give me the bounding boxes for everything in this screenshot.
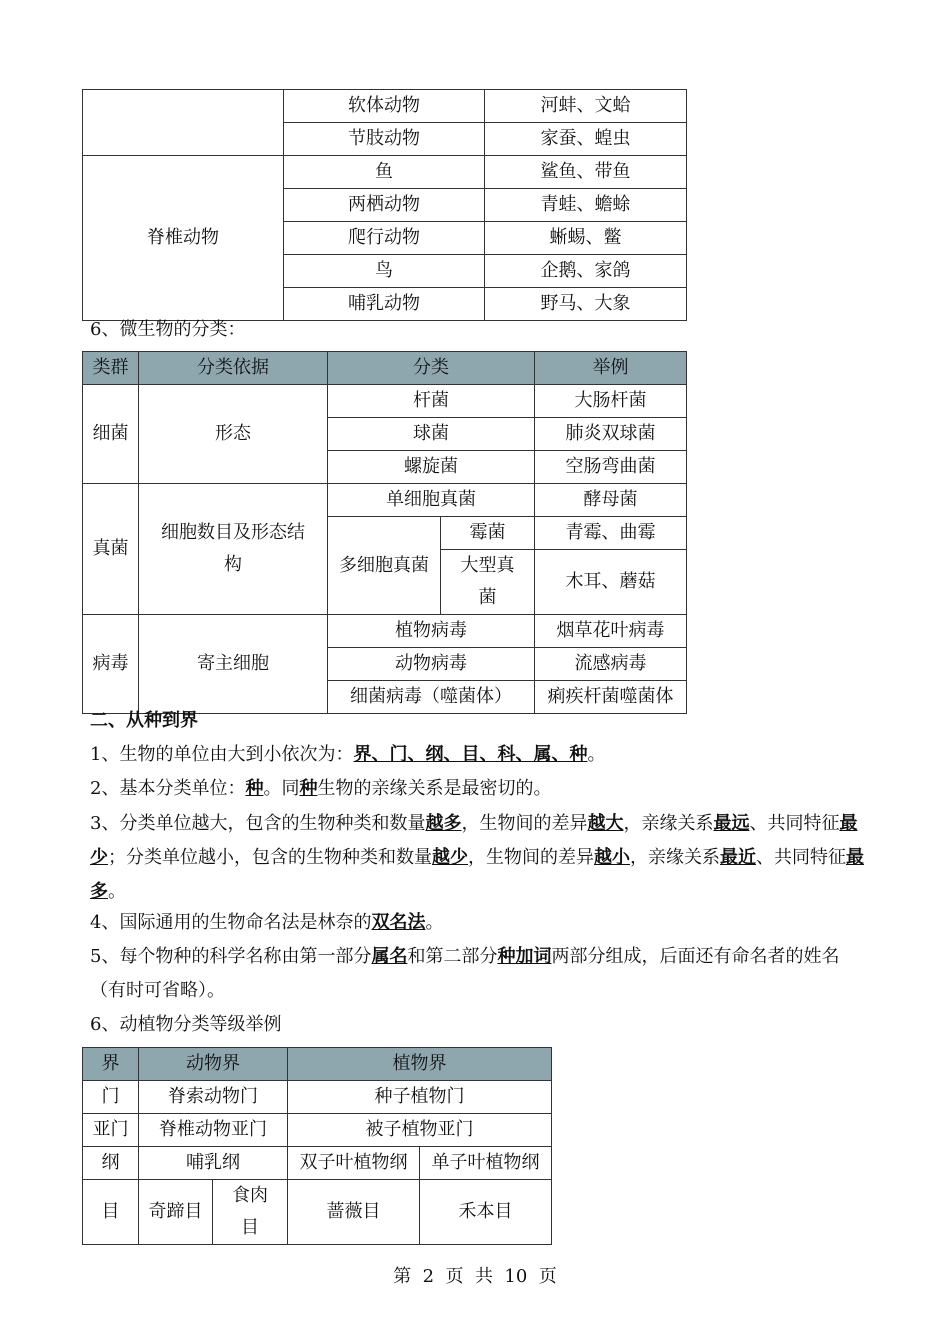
key-term: 最近: [720, 847, 756, 868]
text: 、共同特征: [756, 847, 846, 868]
table-cell: 细胞数目及形态结构: [139, 484, 328, 615]
key-term: 最远: [713, 813, 750, 834]
table-cell: 霉菌: [441, 517, 535, 550]
paragraph-6: 6、动植物分类等级举例: [90, 1014, 282, 1035]
table-cell: 青蛙、蟾蜍: [485, 189, 687, 222]
table-cell: 禾本目: [420, 1180, 552, 1245]
key-term: 种加词: [497, 946, 552, 967]
table-cell: [83, 90, 284, 156]
table-cell: 细菌病毒（噬菌体）: [328, 681, 535, 714]
table-cell: 鸟: [284, 255, 485, 288]
table-cell: 目: [83, 1180, 139, 1245]
text: 5、每个物种的科学名称由第一部分: [90, 946, 372, 967]
text: 。: [108, 881, 126, 902]
table-cell: 蔷薇目: [288, 1180, 420, 1245]
table-row: [83, 615, 687, 648]
table-cell: 单子叶植物纲: [420, 1147, 552, 1180]
key-term: 种: [299, 778, 318, 799]
text: 两部分组成，后面还有命名者的姓名（有时可省略）。: [90, 946, 840, 1001]
table-row: [83, 1147, 552, 1180]
column-header: 分类: [328, 352, 535, 385]
table-cell: 河蚌、文蛤: [485, 90, 687, 123]
table-cell: 脊椎动物亚门: [139, 1114, 288, 1147]
text: 。: [425, 912, 444, 933]
table-cell: 寄主细胞: [139, 615, 328, 714]
text: 3、分类单位越大，包含的生物种类和数量: [90, 813, 426, 834]
table-cell: 门: [83, 1081, 139, 1114]
table-cell: 单细胞真菌: [328, 484, 535, 517]
taxonomy-example-table: [82, 1047, 552, 1245]
table-header-row: [83, 352, 687, 385]
table-cell: 被子植物亚门: [288, 1114, 552, 1147]
key-term: 越少: [432, 847, 468, 868]
table-row: [83, 1081, 552, 1114]
table-cell: 空肠弯曲菌: [535, 451, 687, 484]
column-header: 举例: [535, 352, 687, 385]
table-cell: 哺乳动物: [284, 288, 485, 321]
table-cell: 细菌: [83, 385, 139, 484]
table-cell: 软体动物: [284, 90, 485, 123]
column-header: 动物界: [139, 1048, 288, 1081]
table-cell: 烟草花叶病毒: [535, 615, 687, 648]
table-cell: 流感病毒: [535, 648, 687, 681]
table-cell: 爬行动物: [284, 222, 485, 255]
column-header: 界: [83, 1048, 139, 1081]
table-cell: 野马、大象: [485, 288, 687, 321]
table-cell: 家蚕、蝗虫: [485, 123, 687, 156]
key-term: 界、门、纲、目、科、属、种: [353, 744, 588, 765]
paragraph-5: [90, 940, 870, 1008]
table-row: [83, 1114, 552, 1147]
text: ；分类单位越小，包含的生物种类和数量: [108, 847, 432, 868]
page-footer: 第 2 页 共 10 页: [393, 1266, 557, 1287]
microbe-classification-table: [82, 351, 687, 714]
text: ，亲缘关系: [623, 813, 714, 834]
key-term: 越多: [425, 813, 462, 834]
paragraph-4: [90, 906, 443, 940]
column-header: 分类依据: [139, 352, 328, 385]
table-row: [83, 385, 687, 418]
key-term: 越大: [587, 813, 624, 834]
table-cell: 杆菌: [328, 385, 535, 418]
table-row: [83, 156, 687, 189]
table-cell: 动物病毒: [328, 648, 535, 681]
text: 1、生物的单位由大到小依次为：: [90, 744, 354, 765]
animal-classification-table: [82, 89, 687, 321]
table-row: [83, 90, 687, 123]
key-term: 最多: [90, 847, 864, 902]
table-cell: 大肠杆菌: [535, 385, 687, 418]
table-cell: 鲨鱼、带鱼: [485, 156, 687, 189]
table-row: [83, 1180, 552, 1245]
table-cell: 食肉目: [213, 1180, 288, 1245]
key-term: 最少: [90, 813, 858, 868]
text: ，生物间的差异: [461, 813, 588, 834]
paragraph-1: [90, 738, 605, 772]
key-term: 越小: [594, 847, 630, 868]
table-row: [83, 484, 687, 517]
text: 。同: [263, 778, 300, 799]
table-cell: 痢疾杆菌噬菌体: [535, 681, 687, 714]
table-cell: 大型真菌: [441, 550, 535, 615]
table-cell: 形态: [139, 385, 328, 484]
text: 和第二部分: [407, 946, 498, 967]
table-cell: 螺旋菌: [328, 451, 535, 484]
table-cell: 肺炎双球菌: [535, 418, 687, 451]
table-cell: 多细胞真菌: [328, 517, 441, 615]
table-cell: 球菌: [328, 418, 535, 451]
text: 、共同特征: [749, 813, 840, 834]
table-cell: 双子叶植物纲: [288, 1147, 420, 1180]
key-term: 双名法: [371, 912, 426, 933]
text: 。: [587, 744, 606, 765]
paragraph-3: [90, 807, 870, 909]
table-cell: 真菌: [83, 484, 139, 615]
table-header-row: [83, 1048, 552, 1081]
text: 4、国际通用的生物命名法是林奈的: [90, 912, 372, 933]
text: ，亲缘关系: [630, 847, 720, 868]
table-cell: 哺乳纲: [139, 1147, 288, 1180]
table-cell: 节肢动物: [284, 123, 485, 156]
table-cell: 两栖动物: [284, 189, 485, 222]
table-cell: 青霉、曲霉: [535, 517, 687, 550]
table-cell: 亚门: [83, 1114, 139, 1147]
table-cell: 纲: [83, 1147, 139, 1180]
text: ，生物间的差异: [468, 847, 594, 868]
table-cell: 企鹅、家鸽: [485, 255, 687, 288]
table-cell: 酵母菌: [535, 484, 687, 517]
section-heading: 二、从种到界: [90, 710, 198, 731]
table-cell: 植物病毒: [328, 615, 535, 648]
key-term: 种: [245, 778, 264, 799]
key-term: 属名: [371, 946, 408, 967]
column-header: 植物界: [288, 1048, 552, 1081]
table-cell: 病毒: [83, 615, 139, 714]
text: 2、基本分类单位：: [90, 778, 246, 799]
table-cell: 蜥蜴、鳖: [485, 222, 687, 255]
table-cell: 种子植物门: [288, 1081, 552, 1114]
table-cell: 脊索动物门: [139, 1081, 288, 1114]
paragraph-2: [90, 772, 551, 806]
table-cell: 奇蹄目: [139, 1180, 213, 1245]
table-cell: 木耳、蘑菇: [535, 550, 687, 615]
column-header: 类群: [83, 352, 139, 385]
micro-heading: 6、微生物的分类：: [90, 319, 246, 340]
text: 生物的亲缘关系是最密切的。: [317, 778, 552, 799]
table-cell: 鱼: [284, 156, 485, 189]
table-cell: 脊椎动物: [83, 156, 284, 321]
